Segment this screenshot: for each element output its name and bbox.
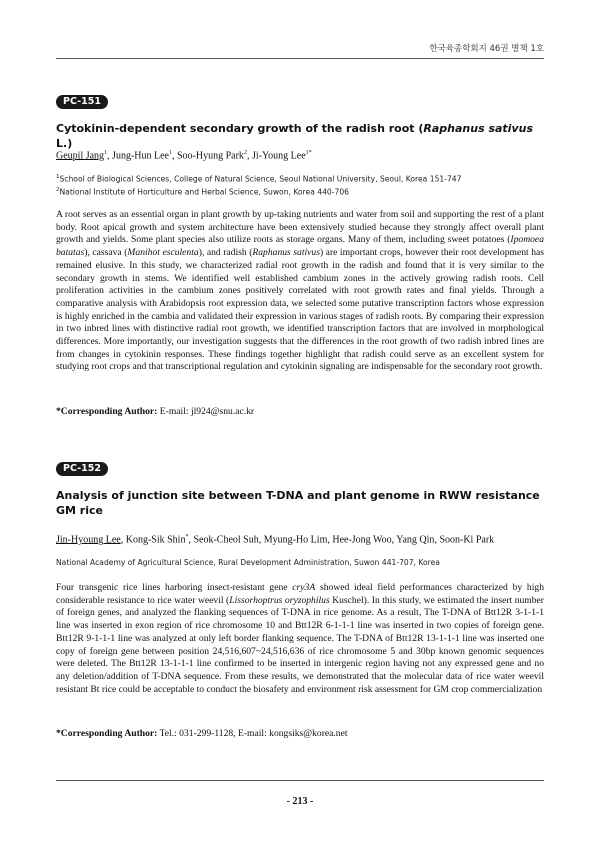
- affiliation: [56, 557, 552, 568]
- affiliation-mark: 2: [56, 186, 60, 193]
- author-name: Ji-Young Lee: [251, 150, 306, 162]
- affiliation-text: National Academy of Agricultural Science, Rural Development Administration, Suwon 441-707, Korea: [56, 558, 440, 567]
- author-name: Jung-Hun Lee: [112, 150, 169, 162]
- abstract-body: [56, 582, 544, 696]
- affiliation: [56, 185, 552, 198]
- abstract-title: Cytokinin-dependent secondary growth of the radish root (Raphanus sativus L.): [56, 122, 533, 150]
- author-name: Soo-Hyung Park: [176, 150, 244, 162]
- abstract-text: Four transgenic rice lines harboring insect-resistant gene: [56, 582, 293, 593]
- author-name: Kong-Sik Shin: [125, 534, 186, 546]
- affiliation: [56, 172, 552, 185]
- author-affiliation-mark: 2: [243, 150, 247, 156]
- header-rule: [56, 58, 544, 59]
- author-affiliation-mark: *: [185, 534, 189, 540]
- species-name: Raphanus sativus: [252, 247, 320, 259]
- species-name: cry3A: [292, 582, 316, 593]
- journal-header: 한국육종학회지 46권 별책 1호: [429, 44, 544, 54]
- abstract-text: ), and radish (: [198, 247, 253, 259]
- author-name: Soon-Ki Park: [439, 534, 495, 546]
- abstract-body: [56, 209, 544, 374]
- affiliation-text: National Institute of Horticulture and Herbal Science, Suwon, Korea 440-706: [59, 187, 349, 197]
- species-name: Ipomoea batatas: [56, 234, 544, 259]
- abstract-text: ) are important crops, however their root development has remained elusive. In this study, we characterized radial root growth in the radish and found that it is very similar to the secondary growth in stems. We identified well established cambium zones in the actively growing radish roots. Cell proliferation activities in the cambium zones positively correlated with root growth rates and final yields. Through a comparative analysis with Arabidopsis root expression data, we selected some putative transcription factors whose expression is highly enriched in the cambia and validated their expression in various stages of radish roots. By comparing their expression in two inbred lines with distinctive radial root growth, we identified transcription factors that are involved in morphological differences. More importantly, our investigation suggests that the differences in the root growth of two radish inbred lines are from changes in cytokinin responses. These findings together highlight that radish could serve as an excellent system for studying root crops and that transcriptional regulation and cytokinin signaling are indispensable for the secondary root growth.: [56, 247, 544, 373]
- author-name: Seok-Cheol Suh: [193, 534, 259, 546]
- affiliation-list: [56, 557, 552, 568]
- abstract-text: A root serves as an essential organ in plant growth by up-taking nutrients and water from soil and supporting the rest of a plant body. Root apical growth and system architecture have been extensively studied because they strongly affect overall plant growth and yields. Some plant species also utilize roots as storage organs. Many of them, including sweet potatoes (: [56, 209, 544, 246]
- species-name: Lissorhoptrus oryzophilus: [229, 594, 330, 606]
- affiliation-mark: 1: [56, 174, 60, 180]
- abstract-text: showed ideal field performances characterized by high considerable resistance to rice water weevil (: [56, 582, 544, 606]
- affiliation-text: School of Biological Sciences, College of Natural Science, Seoul National University, Seoul, Korea 151-747: [59, 174, 462, 184]
- abstract-badge: PC-152: [56, 462, 108, 476]
- corresponding-author: *Corresponding Author: Tel.: 031-299-1128, E-mail: kongsiks@korea.net: [56, 728, 348, 739]
- author-list: Geupil Jang$^1$, Jung-Hun Lee$^1$, Soo-Hyung Park$^2$, Ji-Young Lee$^{1*}$: [56, 150, 312, 162]
- author-name: Myung-Ho Lim: [263, 534, 328, 546]
- author-name: Hee-Jong Woo: [332, 534, 392, 546]
- author-name: Yang Qin: [396, 534, 435, 546]
- author-list: Jin-Hyoung Lee, Kong-Sik Shin*, Seok-Cheol Suh, Myung-Ho Lim, Hee-Jong Woo, Yang Qin, Soon-Ki Park: [56, 534, 495, 546]
- author-name: Geupil Jang: [56, 150, 105, 162]
- author-name: Jin-Hyoung Lee: [56, 534, 121, 546]
- footer-rule: [56, 780, 544, 781]
- author-affiliation-mark: 1: [168, 150, 172, 156]
- abstract-badge: PC-151: [56, 95, 108, 109]
- affiliation-list: [56, 172, 552, 197]
- abstract-text: Kuschel). In this study, we estimated the insert number of foreign genes, and analyzed the flanking sequences of T-DNA in rice genome. As a result, The T-DNA of Btt12R 3-1-1-1 line was inserted in exon region of rice chromosome 10 and Btt12R 6-1-1-1 line was inserted in two copies of foreign gene. Btt12R 9-1-1-1 line was analyzed at only left border flanking sequence. The T-DNA of Btt12R 13-1-1-1 line was inserted one copy of foreign gene between position 24,516,607~24,516,636 of rice chromosome 5 and 30bp known genomic sequences were deleted. The Btt12R 13-1-1-1 line confirmed to be inserted in intergenic region having not any expressed gene and no any deletion/addition of T-DNA sequence. From these results, we demonstrated that the molecular data of rice water weevil resistant Bt rice could be acceptable to conduct the biosafety and environment risk assessment for GM crop commercialization: [56, 594, 545, 695]
- author-affiliation-mark: 1*: [305, 150, 312, 156]
- corresponding-author: *Corresponding Author: E-mail: jl924@snu.ac.kr: [56, 406, 255, 417]
- page-number: - 213 -: [286, 796, 314, 807]
- abstract-title: Analysis of junction site between T-DNA and plant genome in RWW resistance GM rice: [56, 489, 540, 517]
- author-affiliation-mark: 1: [104, 150, 108, 156]
- abstract-text: ), cassava (: [84, 247, 128, 259]
- species-name: Manihot esculenta: [127, 247, 199, 259]
